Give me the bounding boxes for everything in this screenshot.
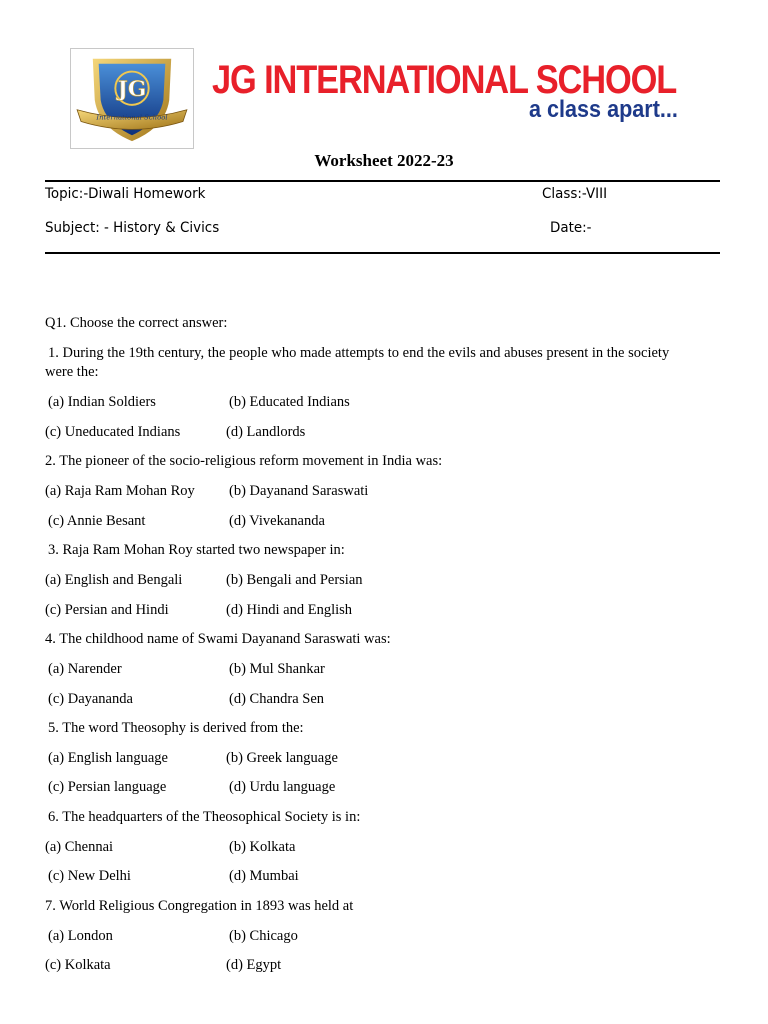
question-6-text: 6. The headquarters of the Theosophical Society is in: [48, 809, 361, 825]
q4-option-c: (c) Dayananda [48, 691, 133, 707]
question-5-text: 5. The word Theosophy is derived from the: [48, 720, 304, 736]
section-heading: Q1. Choose the correct answer: [45, 315, 228, 331]
q4-option-a: (a) Narender [48, 661, 122, 677]
q5-option-c: (c) Persian language [48, 779, 167, 795]
logo-monogram: JG [117, 77, 147, 103]
question-2-text: 2. The pioneer of the socio-religious reform movement in India was: [45, 453, 443, 469]
question-7-text: 7. World Religious Congregation in 1893 was held at [45, 898, 354, 914]
q5-option-a: (a) English language [48, 750, 168, 766]
q3-option-b: (b) Bengali and Persian [226, 572, 363, 588]
q2-option-a: (a) Raja Ram Mohan Roy [45, 483, 195, 499]
q1-option-d: (d) Landlords [226, 424, 306, 440]
school-crest-icon [71, 49, 193, 148]
school-tagline: a class apart... [529, 96, 678, 123]
q3-option-c: (c) Persian and Hindi [45, 602, 169, 618]
q3-option-a: (a) English and Bengali [45, 572, 183, 588]
school-logo [70, 48, 194, 149]
logo-ribbon-text: International School [96, 113, 168, 122]
q7-option-c: (c) Kolkata [45, 957, 111, 973]
q5-option-b: (b) Greek language [226, 750, 338, 766]
question-4-text: 4. The childhood name of Swami Dayanand Saraswati was: [45, 631, 391, 647]
question-1-text: 1. During the 19th century, the people who made attempts to end the evils and abuses present in the society [48, 345, 670, 361]
subject-label: Subject: - History & Civics [45, 220, 220, 236]
q7-option-b: (b) Chicago [229, 928, 298, 944]
bottom-divider [45, 252, 720, 254]
class-label: Class:-VIII [542, 186, 608, 202]
q4-option-d: (d) Chandra Sen [229, 691, 325, 707]
q5-option-d: (d) Urdu language [229, 779, 336, 795]
q2-option-b: (b) Dayanand Saraswati [229, 483, 369, 499]
q6-option-b: (b) Kolkata [229, 839, 296, 855]
q1-option-c: (c) Uneducated Indians [45, 424, 181, 440]
q1-option-b: (b) Educated Indians [229, 394, 350, 410]
question-1-text-cont: were the: [45, 364, 99, 380]
q6-option-d: (d) Mumbai [229, 868, 299, 884]
school-name: JG INTERNATIONAL SCHOOL [212, 58, 677, 102]
question-3-text: 3. Raja Ram Mohan Roy started two newspaper in: [48, 542, 345, 558]
q2-option-c: (c) Annie Besant [48, 513, 146, 529]
q6-option-a: (a) Chennai [45, 839, 114, 855]
date-label: Date:- [550, 220, 592, 236]
q7-option-d: (d) Egypt [226, 957, 282, 973]
q2-option-d: (d) Vivekananda [229, 513, 325, 529]
q1-option-a: (a) Indian Soldiers [48, 394, 156, 410]
topic-label: Topic:-Diwali Homework [45, 186, 206, 202]
q7-option-a: (a) London [48, 928, 113, 944]
top-divider [45, 180, 720, 182]
q6-option-c: (c) New Delhi [48, 868, 131, 884]
worksheet-title: Worksheet 2022-23 [314, 151, 454, 170]
q3-option-d: (d) Hindi and English [226, 602, 353, 618]
q4-option-b: (b) Mul Shankar [229, 661, 325, 677]
